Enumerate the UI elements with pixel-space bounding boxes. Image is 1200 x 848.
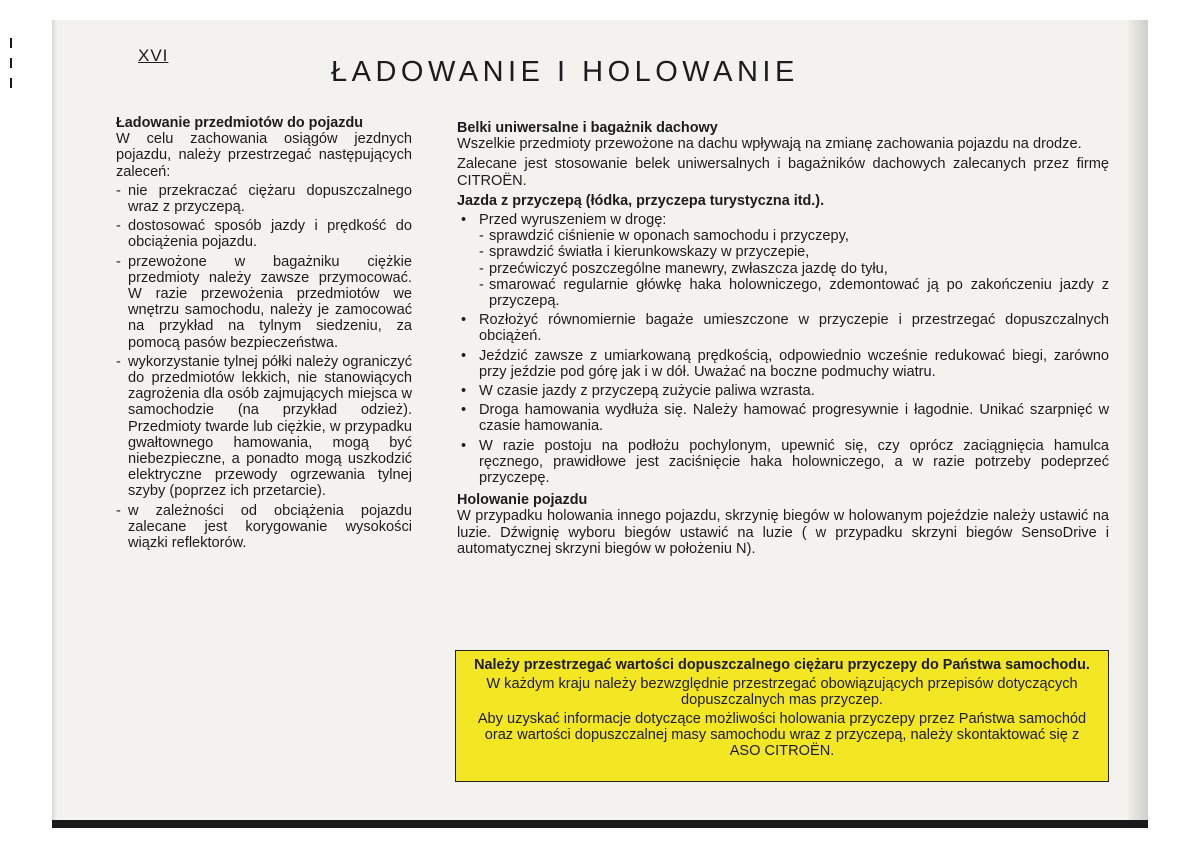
list-item: - smarować regularnie główkę haka holowniczego, zdemontować ją po zakończeniu jazdy z przyczepą. [479,277,1109,309]
trailer-list [457,212,1109,486]
list-item: • W czasie jazdy z przyczepą zużycie paliwa wzrasta. [457,383,1109,399]
list-item [457,212,1109,309]
list-item: • Jeździć zawsze z umiarkowaną prędkością, odpowiednio wcześnie redukować biegi, zarówno przy jeździe pod górę jak i w dół. Uważać na boczne podmuchy wiatru. [457,348,1109,380]
page-gutter-shadow [1128,20,1148,828]
list-item: - sprawdzić światła i kierunkowskazy w przyczepie, [479,244,1109,260]
list-item: - przećwiczyć poszczególne manewry, zwłaszcza jazdę do tyłu, [479,261,1109,277]
roof-rack-paragraph: Zalecane jest stosowanie belek uniwersalnych i bagażników dachowych zalecanych przez firmę CITROËN. [457,156,1109,189]
left-column [116,115,412,551]
loading-intro: W celu zachowania osiągów jezdnych pojazdu, należy przestrzegać następujących zaleceń: [116,131,412,180]
list-item: - dostosować sposób jazdy i prędkość do obciążenia pojazdu. [116,218,412,250]
list-item: - przewożone w bagażniku ciężkie przedmioty należy zawsze przymocować. W razie przewożenia przedmiotów we wnętrzu samochodu, należy je zamocować na przykład na tylnym siedzeniu, za pomocą pasów bezpieczeństwa. [116,254,412,351]
towing-heading: Holowanie pojazdu [457,492,588,509]
list-item: • W razie postoju na podłożu pochylonym, upewnić się, czy oprócz zaciągnięcia hamulca ręcznego, prawidłowe jest zaciśnięcie haka holowniczego, a w razie potrzeby podeprzeć przyczepę. [457,438,1109,487]
list-item: - sprawdzić ciśnienie w oponach samochodu i przyczepy, [479,228,1109,244]
pre-trip-checks [479,228,1109,309]
before-departure-label: Przed wyruszeniem w drogę: [479,212,667,229]
list-item: - wykorzystanie tylnej półki należy ograniczyć do przedmiotów lekkich, nie stanowiących zagrożenia dla osób zajmujących miejsca w samochodzie (na przykład odzież). Przedmioty twarde lub ciężkie, w przypadku gwałtownego hamowania, mogą być niebezpieczne, a ponadto mogą uszkodzić elektryczne przewody ogrzewania tylnej szyby (poprzez ich przetarcie). [116,354,412,500]
loading-heading: Ładowanie przedmiotów do pojazdu [116,115,364,131]
warning-paragraph: W każdym kraju należy bezwzględnie przestrzegać obowiązujących przepisów dotyczących dopuszczalnych mas przyczep. [486,676,1078,708]
warning-box [455,650,1109,782]
scan-mark [10,38,12,48]
list-item: - nie przekraczać ciężaru dopuszczalnego wraz z przyczepą. [116,183,412,215]
warning-paragraph: Aby uzyskać informacje dotyczące możliwości holowania przyczepy przez Państwa samochód oraz wartości dopuszczalnej masy samochodu wraz z przyczepą, należy skontaktować się z ASO CITROËN. [477,711,1087,759]
page-title: ŁADOWANIE I HOLOWANIE [331,56,799,88]
trailer-heading: Jazda z przyczepą (łódka, przyczepa turystyczna itd.). [457,192,825,209]
towing-paragraph: W przypadku holowania innego pojazdu, skrzynię biegów w holowanym pojeździe należy ustawić na luzie. Dźwignię wyboru biegów ustawić na luzie ( w przypadku skrzyni biegów SensoDrive i automatycznej skrzyni biegów w położeniu N). [457,508,1109,557]
list-item: • Droga hamowania wydłuża się. Należy hamować progresywnie i łagodnie. Unikać szarpnięć w czasie hamowania. [457,402,1109,434]
list-item: • Rozłożyć równomiernie bagaże umieszczone w przyczepie i przestrzegać dopuszczalnych obciążeń. [457,312,1109,344]
warning-title: Należy przestrzegać wartości dopuszczalnego ciężaru przyczepy do Państwa samochodu. [474,657,1090,673]
page-left-edge [52,20,57,828]
roof-rack-heading: Belki uniwersalne i bagażnik dachowy [457,120,718,136]
right-column [457,120,1109,557]
list-item: - w zależności od obciążenia pojazdu zalecane jest korygowanie wysokości wiązki reflektorów. [116,503,412,552]
scan-mark [10,78,12,88]
page-bottom-edge [52,820,1148,828]
page-number: XVI [138,46,169,65]
roof-rack-paragraph: Wszelkie przedmioty przewożone na dachu wpływają na zmianę zachowania pojazdu na drodze. [457,136,1082,153]
loading-list [116,183,412,551]
scan-mark [10,58,12,68]
